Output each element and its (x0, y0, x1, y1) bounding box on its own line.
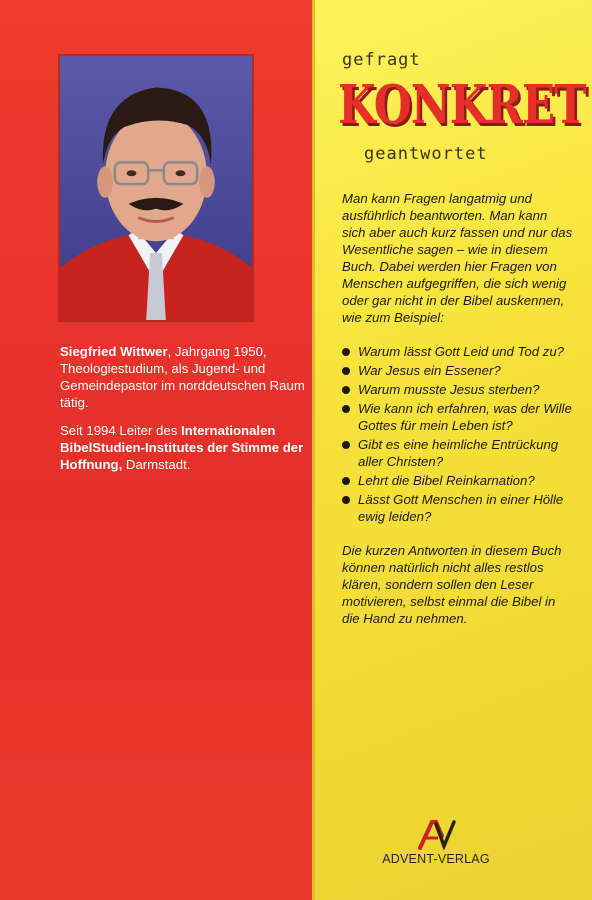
bullet-icon (342, 496, 350, 504)
bio-p2-end: Darmstadt. (122, 457, 191, 472)
back-cover-blurb (342, 190, 574, 627)
title-bottom-word: geantwortet (364, 144, 488, 164)
author-bio (60, 343, 306, 484)
book-title (324, 48, 586, 178)
bio-paragraph-2 (60, 422, 306, 473)
bio-institute: Internationalen BibelStudien-Institutes der Stimme der Hoffnung, (60, 423, 304, 472)
title-main-word: KONKRET (338, 74, 586, 136)
list-item: Gibt es eine heimliche Entrückung aller Christen? (342, 436, 574, 470)
bullet-icon (342, 405, 350, 413)
av-logo-icon (416, 818, 456, 850)
list-item: Wie kann ich erfahren, was der Wille Gottes für mein Leben ist? (342, 400, 574, 434)
list-item: Warum musste Jesus sterben? (342, 381, 574, 398)
list-item: Lässt Gott Menschen in einer Hölle ewig leiden? (342, 491, 574, 525)
publisher-mark (366, 818, 506, 888)
bullet-icon (342, 386, 350, 394)
bio-line-1: , Jahrgang 1950, Theologiestudium, als Jugend- und Gemeindepastor im norddeutschen Raum tätig. (60, 344, 305, 410)
publisher-name: ADVENT-VERLAG (382, 852, 490, 866)
list-item: War Jesus ein Essener? (342, 362, 574, 379)
blurb-outro: Die kurzen Antworten in diesem Buch können natürlich nicht alles restlos klären, sondern sollen den Leser motivieren, selbst einmal die Bibel in die Hand zu nehmen. (342, 543, 562, 626)
bio-paragraph-1 (60, 343, 306, 411)
bullet-icon (342, 367, 350, 375)
author-name: Siegfried Wittwer (60, 344, 168, 359)
bullet-icon (342, 348, 350, 356)
list-item: Warum lässt Gott Leid und Tod zu? (342, 343, 574, 360)
bullet-icon (342, 477, 350, 485)
author-photo (58, 54, 254, 322)
bio-p2-start: Seit 1994 Leiter des (60, 423, 181, 438)
blurb-intro: Man kann Fragen langatmig und ausführlich beantworten. Man kann sich aber auch kurz fassen und nur das Wesentliche sagen – wie in diesem Buch. Dabei werden hier Fragen von Menschen aufgegriffen, die sich wenig oder gar nicht in der Bibel auskennen, wie zum Beispiel: (342, 191, 573, 325)
question-list (342, 343, 574, 525)
panel-divider (312, 0, 315, 900)
title-top-word: gefragt (342, 50, 421, 70)
list-item: Lehrt die Bibel Reinkarnation? (342, 472, 574, 489)
bullet-icon (342, 441, 350, 449)
